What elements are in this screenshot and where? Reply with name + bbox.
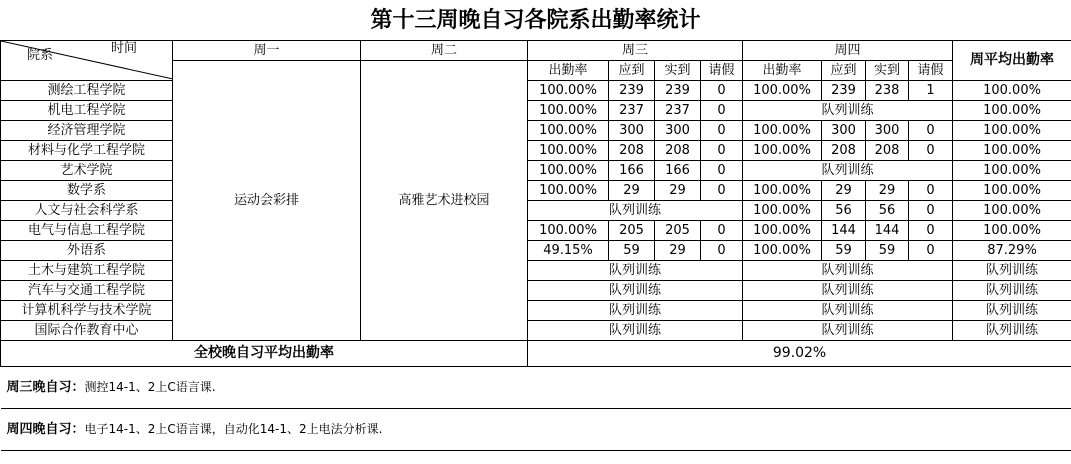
day-header-thu: 周四 [743, 41, 953, 61]
note-row [1, 409, 1071, 451]
table-row [1, 141, 1071, 161]
dept-name: 外语系 [1, 241, 173, 261]
wed-merged-status: 队列训练 [528, 261, 743, 281]
table-row [1, 281, 1071, 301]
thu-subhead-present: 实到 [866, 61, 909, 81]
dept-name: 数学系 [1, 181, 173, 201]
thu-present: 29 [866, 181, 909, 201]
thu-rate: 100.00% [743, 141, 822, 161]
wed-subhead-expected: 应到 [609, 61, 655, 81]
wed-merged-status: 队列训练 [528, 321, 743, 341]
table-row [1, 121, 1071, 141]
wed-rate: 100.00% [528, 101, 609, 121]
tuesday-activity: 高雅艺术进校园 [361, 61, 528, 341]
wed-leave: 0 [701, 81, 743, 101]
weekly-avg: 100.00% [953, 141, 1071, 161]
wed-present: 237 [655, 101, 701, 121]
weekly-avg: 队列训练 [953, 261, 1071, 281]
thu-rate: 100.00% [743, 201, 822, 221]
summary-label: 全校晚自习平均出勤率 [1, 341, 528, 367]
dept-name: 电气与信息工程学院 [1, 221, 173, 241]
thu-rate: 100.00% [743, 221, 822, 241]
monday-activity: 运动会彩排 [173, 61, 361, 341]
note-label: 周三晚自习： [6, 380, 85, 395]
thu-present: 208 [866, 141, 909, 161]
thu-rate: 100.00% [743, 121, 822, 141]
wed-rate: 100.00% [528, 161, 609, 181]
thu-leave: 0 [909, 241, 953, 261]
thu-subhead-leave: 请假 [909, 61, 953, 81]
thu-present: 59 [866, 241, 909, 261]
thu-present: 144 [866, 221, 909, 241]
thu-merged-status: 队列训练 [743, 261, 953, 281]
table-row [1, 221, 1071, 241]
weekly-avg: 队列训练 [953, 321, 1071, 341]
dept-name: 测绘工程学院 [1, 81, 173, 101]
wed-rate: 100.00% [528, 221, 609, 241]
wed-leave: 0 [701, 181, 743, 201]
wed-present: 208 [655, 141, 701, 161]
thu-merged-status: 队列训练 [743, 321, 953, 341]
table-row [1, 241, 1071, 261]
note-text: 电子14-1、2上C语言课，自动化14-1、2上电法分析课. [84, 422, 383, 436]
table-row [1, 81, 1071, 101]
dept-name: 汽车与交通工程学院 [1, 281, 173, 301]
wed-leave: 0 [701, 101, 743, 121]
summary-value: 99.02% [528, 341, 1071, 367]
thu-leave: 0 [909, 221, 953, 241]
table-row [1, 321, 1071, 341]
thu-merged-status: 队列训练 [743, 161, 953, 181]
wed-merged-status: 队列训练 [528, 201, 743, 221]
wed-present: 205 [655, 221, 701, 241]
wed-subhead-present: 实到 [655, 61, 701, 81]
wed-expected: 237 [609, 101, 655, 121]
weekly-avg: 100.00% [953, 201, 1071, 221]
page-title: 第十三周晚自习各院系出勤率统计 [370, 7, 701, 33]
dept-name: 材料与化学工程学院 [1, 141, 173, 161]
thu-rate: 100.00% [743, 181, 822, 201]
day-header-wed: 周三 [528, 41, 743, 61]
thu-leave: 0 [909, 201, 953, 221]
wed-leave: 0 [701, 141, 743, 161]
weekly-avg: 100.00% [953, 161, 1071, 181]
summary-row [1, 341, 1071, 367]
weekly-avg: 100.00% [953, 221, 1071, 241]
day-header-mon: 周一 [173, 41, 361, 61]
thu-subhead-expected: 应到 [822, 61, 866, 81]
dept-label: 院系 [27, 48, 54, 63]
wed-rate: 49.15% [528, 241, 609, 261]
dept-name: 土木与建筑工程学院 [1, 261, 173, 281]
wed-leave: 0 [701, 161, 743, 181]
thu-leave: 0 [909, 121, 953, 141]
table-row [1, 161, 1071, 181]
table-row [1, 181, 1071, 201]
thu-expected: 239 [822, 81, 866, 101]
thu-present: 300 [866, 121, 909, 141]
weekly-avg: 队列训练 [953, 301, 1071, 321]
wed-rate: 100.00% [528, 181, 609, 201]
thu-merged-status: 队列训练 [743, 301, 953, 321]
wed-merged-status: 队列训练 [528, 301, 743, 321]
thu-expected: 144 [822, 221, 866, 241]
thu-leave: 1 [909, 81, 953, 101]
thu-merged-status: 队列训练 [743, 281, 953, 301]
note [1, 367, 1071, 409]
thu-expected: 59 [822, 241, 866, 261]
thu-leave: 0 [909, 141, 953, 161]
wed-rate: 100.00% [528, 121, 609, 141]
wed-expected: 166 [609, 161, 655, 181]
thu-subhead-rate: 出勤率 [743, 61, 822, 81]
wed-rate: 100.00% [528, 141, 609, 161]
table-row [1, 301, 1071, 321]
note [1, 409, 1071, 451]
wed-expected: 59 [609, 241, 655, 261]
wed-present: 29 [655, 241, 701, 261]
time-label: 时间 [111, 41, 138, 56]
table-row [1, 201, 1071, 221]
thu-expected: 29 [822, 181, 866, 201]
wed-subhead-rate: 出勤率 [528, 61, 609, 81]
wed-subhead-leave: 请假 [701, 61, 743, 81]
wed-present: 300 [655, 121, 701, 141]
wed-present: 239 [655, 81, 701, 101]
dept-name: 机电工程学院 [1, 101, 173, 121]
note-label: 周四晚自习： [6, 422, 85, 437]
wed-present: 29 [655, 181, 701, 201]
weekly-avg-header: 周平均出勤率 [953, 41, 1071, 81]
thu-merged-status: 队列训练 [743, 101, 953, 121]
wed-present: 166 [655, 161, 701, 181]
wed-leave: 0 [701, 121, 743, 141]
wed-leave: 0 [701, 241, 743, 261]
wed-expected: 300 [609, 121, 655, 141]
note-text: 测控14-1、2上C语言课. [84, 380, 216, 394]
thu-expected: 300 [822, 121, 866, 141]
thu-rate: 100.00% [743, 81, 822, 101]
wed-expected: 29 [609, 181, 655, 201]
day-header-tue: 周二 [361, 41, 528, 61]
dept-name: 经济管理学院 [1, 121, 173, 141]
weekly-avg: 队列训练 [953, 281, 1071, 301]
wed-expected: 208 [609, 141, 655, 161]
thu-rate: 100.00% [743, 241, 822, 261]
wed-expected: 205 [609, 221, 655, 241]
wed-rate: 100.00% [528, 81, 609, 101]
wed-expected: 239 [609, 81, 655, 101]
note-row [1, 367, 1071, 409]
weekly-avg: 100.00% [953, 81, 1071, 101]
weekly-avg: 100.00% [953, 181, 1071, 201]
thu-expected: 56 [822, 201, 866, 221]
thu-leave: 0 [909, 181, 953, 201]
dept-name: 计算机科学与技术学院 [1, 301, 173, 321]
thu-present: 238 [866, 81, 909, 101]
table-row [1, 261, 1071, 281]
dept-name: 人文与社会科学系 [1, 201, 173, 221]
weekly-avg: 100.00% [953, 101, 1071, 121]
attendance-table [0, 40, 1071, 451]
weekly-avg: 100.00% [953, 121, 1071, 141]
thu-expected: 208 [822, 141, 866, 161]
dept-name: 艺术学院 [1, 161, 173, 181]
dept-time-header [1, 41, 173, 81]
table-row [1, 101, 1071, 121]
thu-present: 56 [866, 201, 909, 221]
weekly-avg: 87.29% [953, 241, 1071, 261]
dept-name: 国际合作教育中心 [1, 321, 173, 341]
wed-leave: 0 [701, 221, 743, 241]
wed-merged-status: 队列训练 [528, 281, 743, 301]
